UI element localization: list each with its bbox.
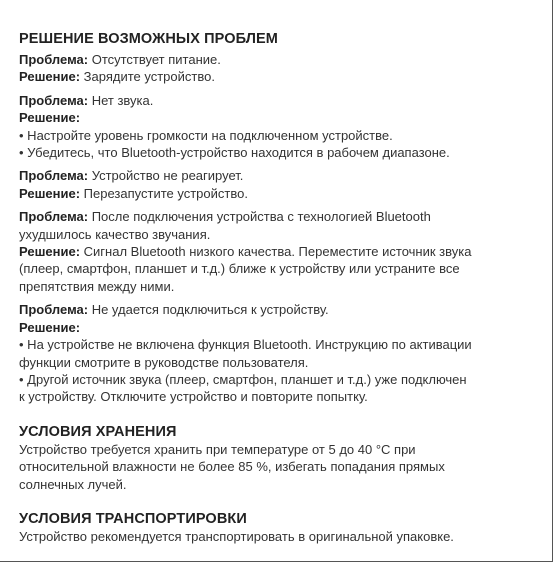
problem-line xyxy=(19,167,539,184)
troubleshooting-heading: РЕШЕНИЕ ВОЗМОЖНЫХ ПРОБЛЕМ xyxy=(19,31,278,47)
solution-text: Зарядите устройство. xyxy=(80,69,215,85)
transport-text: Устройство рекомендуется транспортировать в оригинальной упаковке. xyxy=(19,528,454,544)
solution-bullet-continued: функции смотрите в руководстве пользователя. xyxy=(19,354,309,370)
problem-line xyxy=(19,208,539,225)
problem-line-continued: ухудшилось качество звучания. xyxy=(19,226,211,242)
solution-label: Решение: xyxy=(19,244,81,260)
solution-line xyxy=(19,243,539,260)
storage-text-line: относительной влажности не более 85 %, избегать попадания прямых xyxy=(19,459,445,475)
problem-text: Нет звука. xyxy=(88,92,154,108)
solution-text: Сигнал Bluetooth низкого качества. Переместите источник звука xyxy=(80,244,472,260)
solution-label: Решение: xyxy=(19,319,81,335)
solution-line xyxy=(19,319,539,336)
troubleshooting-item xyxy=(19,51,539,86)
problem-label: Проблема: xyxy=(19,92,89,108)
transport-heading: УСЛОВИЯ ТРАНСПОРТИРОВКИ xyxy=(19,510,247,527)
solution-bullet-continued: к устройству. Отключите устройство и повторите попытку. xyxy=(19,389,368,405)
solution-bullet: • На устройстве не включена функция Bluetooth. Инструкцию по активации xyxy=(19,337,472,353)
solution-label: Решение: xyxy=(19,69,81,85)
problem-line xyxy=(19,51,539,68)
problem-text: Не удается подключиться к устройству. xyxy=(88,302,329,318)
bullet-icon: • xyxy=(19,371,24,387)
solution-line-continued: (плеер, смартфон, планшет и т.д.) ближе к устройству или устраните все xyxy=(19,261,460,277)
storage-text-line: солнечных лучей. xyxy=(19,476,127,492)
solution-label: Решение: xyxy=(19,185,81,201)
storage-heading: УСЛОВИЯ ХРАНЕНИЯ xyxy=(19,423,177,440)
solution-line-continued: препятствия между ними. xyxy=(19,278,175,294)
problem-label: Проблема: xyxy=(19,302,89,318)
solution-text: Перезапустите устройство. xyxy=(80,185,248,201)
solution-label: Решение: xyxy=(19,110,81,126)
solution-bullet: • Настройте уровень громкости на подключенном устройстве. xyxy=(19,127,393,143)
document-content xyxy=(19,30,539,545)
solution-line xyxy=(19,185,539,202)
problem-label: Проблема: xyxy=(19,52,89,67)
storage-text-line: Устройство требуется хранить при температуре от 5 до 40 °С при xyxy=(19,441,416,457)
bullet-icon: • xyxy=(19,337,24,353)
problem-label: Проблема: xyxy=(19,168,89,184)
solution-line xyxy=(19,109,539,126)
problem-text: После подключения устройства с технологией Bluetooth xyxy=(88,209,431,225)
problem-label: Проблема: xyxy=(19,209,89,225)
solution-bullet: • Убедитесь, что Bluetooth-устройство находится в рабочем диапазоне. xyxy=(19,145,450,161)
troubleshooting-item xyxy=(19,301,539,405)
bullet-icon: • xyxy=(19,145,24,161)
solution-line xyxy=(19,68,539,85)
solution-bullet: • Другой источник звука (плеер, смартфон, планшет и т.д.) уже подключен xyxy=(19,371,467,387)
bullet-icon: • xyxy=(19,127,24,143)
problem-text: Отсутствует питание. xyxy=(88,52,221,67)
problem-text: Устройство не реагирует. xyxy=(88,168,244,184)
troubleshooting-item xyxy=(19,167,539,202)
troubleshooting-item xyxy=(19,92,539,162)
troubleshooting-item xyxy=(19,208,539,295)
problem-line xyxy=(19,301,539,318)
problem-line xyxy=(19,92,539,109)
